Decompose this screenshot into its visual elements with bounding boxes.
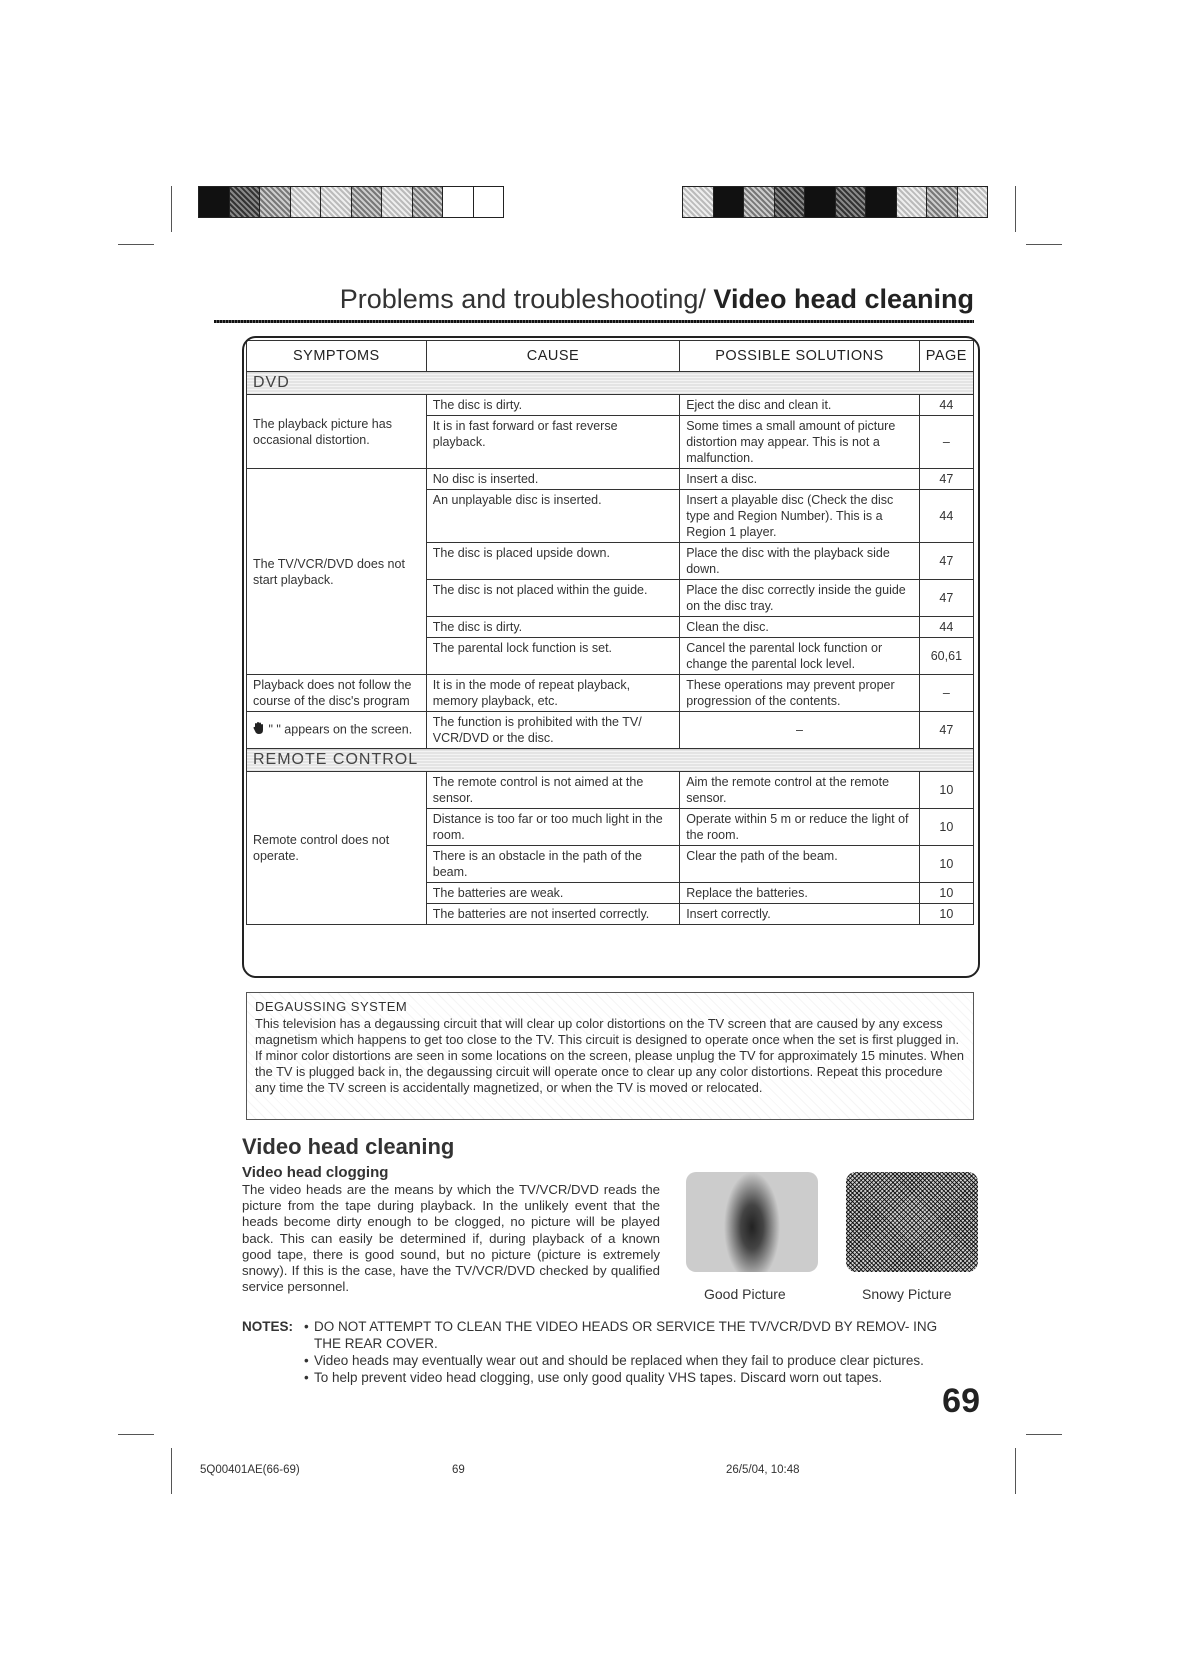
symptom-cell: Remote control does not operate. <box>247 772 427 925</box>
solution-cell: Eject the disc and clean it. <box>680 395 920 416</box>
page-cell: 47 <box>919 580 973 617</box>
header-cause: CAUSE <box>426 341 679 372</box>
table-row <box>247 469 974 490</box>
solution-cell: – <box>680 712 920 749</box>
header-page: PAGE <box>919 341 973 372</box>
crop-mark <box>118 1434 154 1435</box>
notes-label: NOTES: <box>242 1319 294 1334</box>
color-bar-right <box>682 186 988 218</box>
snowy-picture-caption: Snowy Picture <box>862 1286 952 1302</box>
table-row <box>247 712 974 749</box>
solution-cell: Cancel the parental lock function or change the parental lock level. <box>680 638 920 675</box>
solution-cell: Replace the batteries. <box>680 883 920 904</box>
prohibited-hand-icon <box>253 721 265 739</box>
page-cell: 60,61 <box>919 638 973 675</box>
cause-cell: There is an obstacle in the path of the beam. <box>426 846 679 883</box>
solution-cell: Some times a small amount of picture distortion may appear. This is not a malfunction. <box>680 416 920 469</box>
crop-mark <box>1015 186 1016 232</box>
title-rule <box>214 320 974 323</box>
footer-page: 69 <box>452 1464 465 1476</box>
symptom-cell: The playback picture has occasional distortion. <box>247 395 427 469</box>
solution-cell: Place the disc with the playback side down. <box>680 543 920 580</box>
cause-cell: The batteries are weak. <box>426 883 679 904</box>
solution-cell: Clear the path of the beam. <box>680 846 920 883</box>
solution-cell: Insert correctly. <box>680 904 920 925</box>
good-picture-image <box>686 1172 818 1272</box>
page-number: 69 <box>942 1382 980 1420</box>
cause-cell: The disc is dirty. <box>426 395 679 416</box>
page-cell: – <box>919 416 973 469</box>
cause-cell: The disc is placed upside down. <box>426 543 679 580</box>
solution-cell: Aim the remote control at the remote sensor. <box>680 772 920 809</box>
note-item: • DO NOT ATTEMPT TO CLEAN THE VIDEO HEADS OR SERVICE THE TV/VCR/DVD BY REMOV- ING THE REAR COVER. <box>304 1318 982 1352</box>
table-row <box>247 395 974 416</box>
header-symptoms: SYMPTOMS <box>247 341 427 372</box>
cause-cell: No disc is inserted. <box>426 469 679 490</box>
section-label: REMOTE CONTROL <box>247 749 974 772</box>
footer-code: 5Q00401AE(66-69) <box>200 1464 300 1476</box>
page-cell: 10 <box>919 904 973 925</box>
solution-cell: These operations may prevent proper progression of the contents. <box>680 675 920 712</box>
page-cell: 10 <box>919 772 973 809</box>
page-cell: 10 <box>919 809 973 846</box>
troubleshooting-table <box>246 340 974 925</box>
cause-cell: It is in the mode of repeat playback, memory playback, etc. <box>426 675 679 712</box>
table-row <box>247 675 974 712</box>
page-cell: 47 <box>919 543 973 580</box>
section-label: DVD <box>247 372 974 395</box>
cause-cell: The remote control is not aimed at the sensor. <box>426 772 679 809</box>
crop-mark <box>1026 244 1062 245</box>
cause-cell: Distance is too far or too much light in the room. <box>426 809 679 846</box>
color-bar-left <box>198 186 504 218</box>
page-cell: 10 <box>919 846 973 883</box>
note-item: • To help prevent video head clogging, use only good quality VHS tapes. Discard worn out tapes. <box>304 1369 982 1386</box>
snowy-picture-image <box>846 1172 978 1272</box>
notes-list <box>242 1318 982 1386</box>
solution-cell: Place the disc correctly inside the guide on the disc tray. <box>680 580 920 617</box>
section-remote-control <box>247 749 974 772</box>
page-title-normal: Problems and troubleshooting/ <box>339 284 714 314</box>
note-item: • Video heads may eventually wear out and should be replaced when they fail to produce clear pictures. <box>304 1352 982 1369</box>
page-cell: 10 <box>919 883 973 904</box>
solution-cell: Insert a playable disc (Check the disc type and Region Number). This is a Region 1 player. <box>680 490 920 543</box>
page-cell: 44 <box>919 617 973 638</box>
header-solutions: POSSIBLE SOLUTIONS <box>680 341 920 372</box>
good-picture-caption: Good Picture <box>704 1286 786 1302</box>
degaussing-heading: DEGAUSSING SYSTEM <box>255 999 408 1014</box>
table-row <box>247 772 974 809</box>
symptom-cell <box>247 712 427 749</box>
solution-cell: Operate within 5 m or reduce the light of the room. <box>680 809 920 846</box>
cause-cell: An unplayable disc is inserted. <box>426 490 679 543</box>
crop-mark <box>1015 1448 1016 1494</box>
table-header-row <box>247 341 974 372</box>
cause-cell: The disc is not placed within the guide. <box>426 580 679 617</box>
solution-cell: Clean the disc. <box>680 617 920 638</box>
page-title <box>340 284 974 315</box>
cause-cell: It is in fast forward or fast reverse playback. <box>426 416 679 469</box>
section-dvd <box>247 372 974 395</box>
section-subtitle: Video head clogging <box>242 1164 389 1181</box>
page-cell: 47 <box>919 712 973 749</box>
cause-cell: The disc is dirty. <box>426 617 679 638</box>
symptom-cell: Playback does not follow the course of the disc's program <box>247 675 427 712</box>
degaussing-text: This television has a degaussing circuit that will clear up color distortions on the TV screen that are caused by any excess magnetism which happens to get too close to the TV. This circuit is designed to operate once when the set is first plugged in. If minor color distortions are seen in some locations on the screen, please unplug the TV for approximately 15 minutes. When the TV is plugged back in, the degaussing circuit will operate once to clear up any color distortions. Repeat this procedure any time the TV screen is accidentally magnetized, or when the TV is moved or relocated. <box>255 1016 964 1095</box>
prohibited-text: " " appears on the screen. <box>268 722 413 737</box>
page-title-bold: Video head cleaning <box>713 284 974 314</box>
page-cell: – <box>919 675 973 712</box>
solution-cell: Insert a disc. <box>680 469 920 490</box>
page-cell: 44 <box>919 490 973 543</box>
symptom-cell: The TV/VCR/DVD does not start playback. <box>247 469 427 675</box>
page-cell: 44 <box>919 395 973 416</box>
footer-date: 26/5/04, 10:48 <box>726 1464 800 1476</box>
section-title: Video head cleaning <box>242 1134 455 1159</box>
cause-cell: The batteries are not inserted correctly. <box>426 904 679 925</box>
page-cell: 47 <box>919 469 973 490</box>
degaussing-box <box>246 992 974 1120</box>
notes <box>242 1318 982 1386</box>
cause-cell: The function is prohibited with the TV/ VCR/DVD or the disc. <box>426 712 679 749</box>
crop-mark <box>1026 1434 1062 1435</box>
cause-cell: The parental lock function is set. <box>426 638 679 675</box>
crop-mark <box>171 186 172 232</box>
crop-mark <box>118 244 154 245</box>
video-head-text: The video heads are the means by which the TV/VCR/DVD reads the picture from the tape during playback. In the unlikely event that the heads become dirty enough to be clogged, no picture will be played back. This can easily be determined if, during playback of a known good tape, there is good sound, but no picture (picture is extremely snowy). If this is the case, have the TV/VCR/DVD checked by qualified service personnel. <box>242 1182 660 1295</box>
crop-mark <box>171 1448 172 1494</box>
